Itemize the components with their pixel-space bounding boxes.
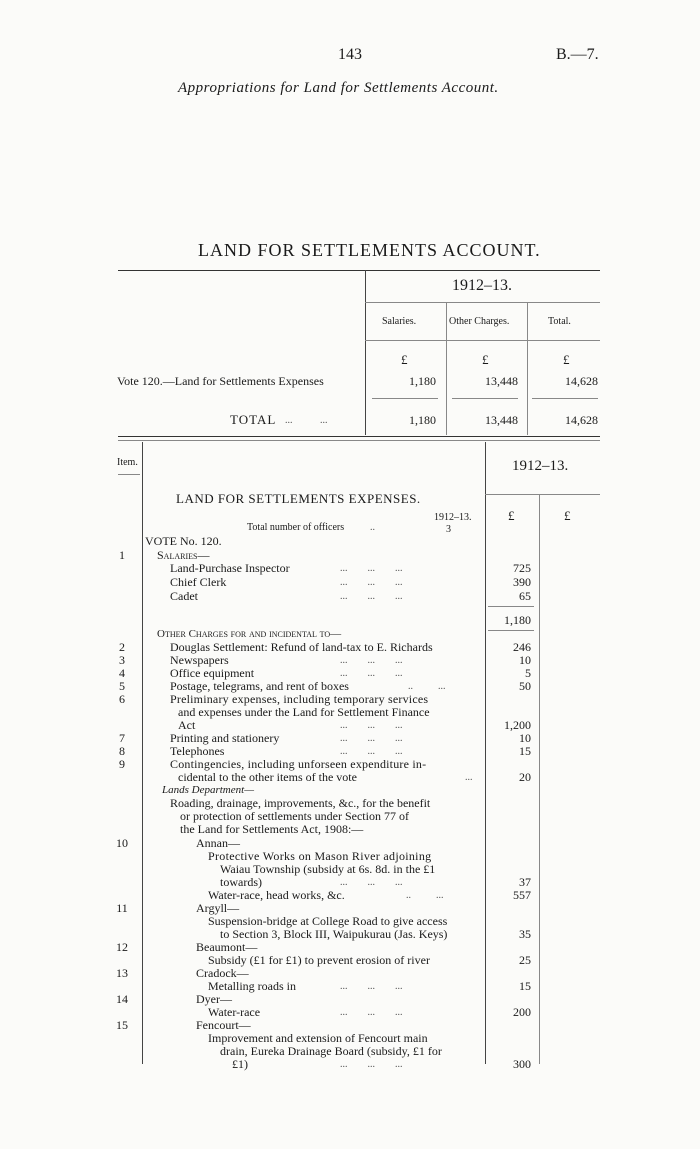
item-number: 2	[119, 640, 125, 654]
summary-top-rule	[118, 270, 600, 271]
salary-amount: 390	[513, 575, 531, 589]
item-description-cont: Act	[178, 718, 196, 732]
detail-amount-col-divider-2	[539, 494, 540, 1064]
item-amount: 15	[519, 744, 531, 758]
summary-total-leader: ... ...	[285, 415, 328, 426]
location-heading: Fencourt—	[196, 1018, 251, 1032]
leader-dots: .. ...	[408, 681, 446, 692]
leader-dots: ... ... ...	[340, 591, 403, 602]
item-number: 10	[116, 836, 128, 850]
leader-dots: .. ...	[406, 890, 444, 901]
summary-currency-total: £	[563, 352, 570, 367]
item-amount: 37	[519, 875, 531, 889]
item-amount: 200	[513, 1005, 531, 1019]
summary-total-label: TOTAL	[230, 412, 277, 427]
salaries-subtotal: 1,180	[504, 613, 531, 627]
summary-year: 1912–13.	[452, 277, 512, 294]
item-number: 6	[119, 692, 125, 706]
item-description: Improvement and extension of Fencourt main	[208, 1031, 428, 1045]
summary-vote-salaries: 1,180	[409, 374, 436, 388]
leader-dots: ...	[465, 772, 473, 783]
summary-col-total: Total.	[548, 316, 571, 327]
detail-item-header-rule	[118, 474, 140, 475]
detail-sub-year: 1912–13.	[434, 512, 472, 523]
summary-bottom-rule	[118, 436, 600, 437]
summary-total-salaries: 1,180	[409, 413, 436, 427]
item-number: 3	[119, 653, 125, 667]
item-description-cont: and expenses under the Land for Settlement Finance	[178, 705, 430, 719]
summary-total-other: 13,448	[485, 413, 518, 427]
leader-dots: ... ... ...	[340, 1059, 403, 1070]
detail-title: LAND FOR SETTLEMENTS EXPENSES.	[176, 491, 421, 506]
other-charges-heading: Other Charges for and incidental to—	[157, 628, 342, 640]
item-number: 4	[119, 666, 125, 680]
item-number: 11	[116, 901, 128, 915]
item-number: 5	[119, 679, 125, 693]
detail-year-rule	[485, 494, 600, 495]
summary-col-divider-3	[527, 302, 528, 435]
location-heading: Cradock—	[196, 966, 249, 980]
item-description: Protective Works on Mason River adjoining	[208, 849, 432, 863]
item-amount: 10	[519, 653, 531, 667]
summary-col-divider-1	[365, 270, 366, 435]
officers-count: 3	[446, 524, 451, 535]
detail-year: 1912–13.	[512, 458, 569, 474]
location-heading: Annan—	[196, 836, 240, 850]
item-description: Postage, telegrams, and rent of boxes	[170, 679, 349, 693]
item-number: 8	[119, 744, 125, 758]
leader-dots: ... ... ...	[340, 877, 403, 888]
summary-year-rule	[365, 302, 600, 303]
summary-vote-other: 13,448	[485, 374, 518, 388]
item-description: Suspension-bridge at College Road to give access	[208, 914, 448, 928]
item-amount: 246	[513, 640, 531, 654]
subtotal-rule	[488, 630, 534, 631]
leader-dots: ... ... ...	[340, 563, 403, 574]
item-description: Telephones	[170, 744, 225, 758]
salary-amount: 65	[519, 589, 531, 603]
item-amount: 300	[513, 1057, 531, 1071]
item-description-cont: towards)	[220, 875, 262, 889]
item-amount: 15	[519, 979, 531, 993]
item-amount: 20	[519, 770, 531, 784]
officers-leader: ..	[370, 522, 375, 533]
item-number: 12	[116, 940, 128, 954]
item-description: Douglas Settlement: Refund of land-tax to E. Richards	[170, 640, 433, 654]
item-description: Printing and stationery	[170, 731, 280, 745]
location-heading: Dyer—	[196, 992, 232, 1006]
officers-label: Total number of officers	[247, 522, 345, 533]
salary-label: Chief Clerk	[170, 575, 227, 589]
subtotal-rule	[488, 606, 534, 607]
item-description: Office equipment	[170, 666, 255, 680]
item-description: Water-race	[208, 1005, 261, 1019]
summary-vote-label: Vote 120.—Land for Settlements Expenses	[117, 374, 324, 388]
vote-number: VOTE No. 120.	[145, 534, 222, 548]
summary-title: LAND FOR SETTLEMENTS ACCOUNT.	[198, 240, 541, 260]
roading-text: the Land for Settlements Act, 1908:—	[180, 822, 364, 836]
item-description-cont: £1)	[232, 1057, 248, 1071]
item-number: 9	[119, 757, 125, 771]
summary-currency-salaries: £	[401, 352, 408, 367]
location-heading: Beaumont—	[196, 940, 258, 954]
item-description: Water-race, head works, &c.	[208, 888, 345, 902]
leader-dots: ... ... ...	[340, 981, 403, 992]
item-description: Contingencies, including unforseen expenditure in-	[170, 757, 427, 771]
item-amount: 1,200	[504, 718, 531, 732]
item-description: Metalling roads in	[208, 979, 296, 993]
summary-bottom-rule-2	[118, 440, 600, 441]
leader-dots: ... ... ...	[340, 733, 403, 744]
item-number: 7	[119, 731, 125, 745]
summary-subtotal-rule-2	[452, 398, 518, 399]
item-description: Subsidy (£1 for £1) to prevent erosion of river	[208, 953, 430, 967]
summary-col-other: Other Charges.	[449, 316, 510, 327]
detail-item-col-divider	[142, 442, 143, 1064]
item-amount: 557	[513, 888, 531, 902]
item-amount: 5	[525, 666, 531, 680]
leader-dots: ... ... ...	[340, 720, 403, 731]
item-description-cont: to Section 3, Block III, Waipukurau (Jas. Keys)	[220, 927, 448, 941]
item-description: Newspapers	[170, 653, 229, 667]
salary-label: Land-Purchase Inspector	[170, 561, 290, 575]
summary-colhead-rule	[365, 340, 600, 341]
item-amount: 35	[519, 927, 531, 941]
item-number: 13	[116, 966, 128, 980]
detail-item-header: Item.	[117, 457, 138, 468]
item-description-cont: cidental to the other items of the vote	[178, 770, 357, 784]
item-amount: 50	[519, 679, 531, 693]
leader-dots: ... ... ...	[340, 668, 403, 679]
salary-amount: 725	[513, 561, 531, 575]
summary-vote-total: 14,628	[565, 374, 598, 388]
lands-department-heading: Lands Department—	[162, 784, 254, 796]
leader-dots: ... ... ...	[340, 655, 403, 666]
detail-currency-2: £	[564, 508, 571, 523]
detail-currency-1: £	[508, 508, 515, 523]
document-reference: B.—7.	[556, 46, 599, 63]
item-description: Preliminary expenses, including temporary services	[170, 692, 429, 706]
page-number: 143	[338, 46, 362, 63]
summary-subtotal-rule-3	[532, 398, 598, 399]
item-amount: 25	[519, 953, 531, 967]
item-number: 15	[116, 1018, 128, 1032]
leader-dots: ... ... ...	[340, 1007, 403, 1018]
salaries-heading: Salaries—	[157, 548, 210, 562]
item-description-cont: drain, Eureka Drainage Board (subsidy, £1 for	[220, 1044, 442, 1058]
leader-dots: ... ... ...	[340, 577, 403, 588]
running-title: Appropriations for Land for Settlements Account.	[178, 80, 499, 96]
roading-text: or protection of settlements under Section 77 of	[180, 809, 409, 823]
summary-subtotal-rule-1	[372, 398, 438, 399]
leader-dots: ... ... ...	[340, 746, 403, 757]
summary-total-total: 14,628	[565, 413, 598, 427]
summary-col-salaries: Salaries.	[382, 316, 417, 327]
item-amount: 10	[519, 731, 531, 745]
item-number: 14	[116, 992, 128, 1006]
item-number: 1	[119, 548, 125, 562]
location-heading: Argyll—	[196, 901, 240, 915]
salary-label: Cadet	[170, 589, 198, 603]
item-description-cont: Waiau Township (subsidy at 6s. 8d. in the £1	[220, 862, 436, 876]
summary-col-divider-2	[446, 302, 447, 435]
summary-currency-other: £	[482, 352, 489, 367]
roading-text: Roading, drainage, improvements, &c., for the benefit	[170, 796, 431, 810]
